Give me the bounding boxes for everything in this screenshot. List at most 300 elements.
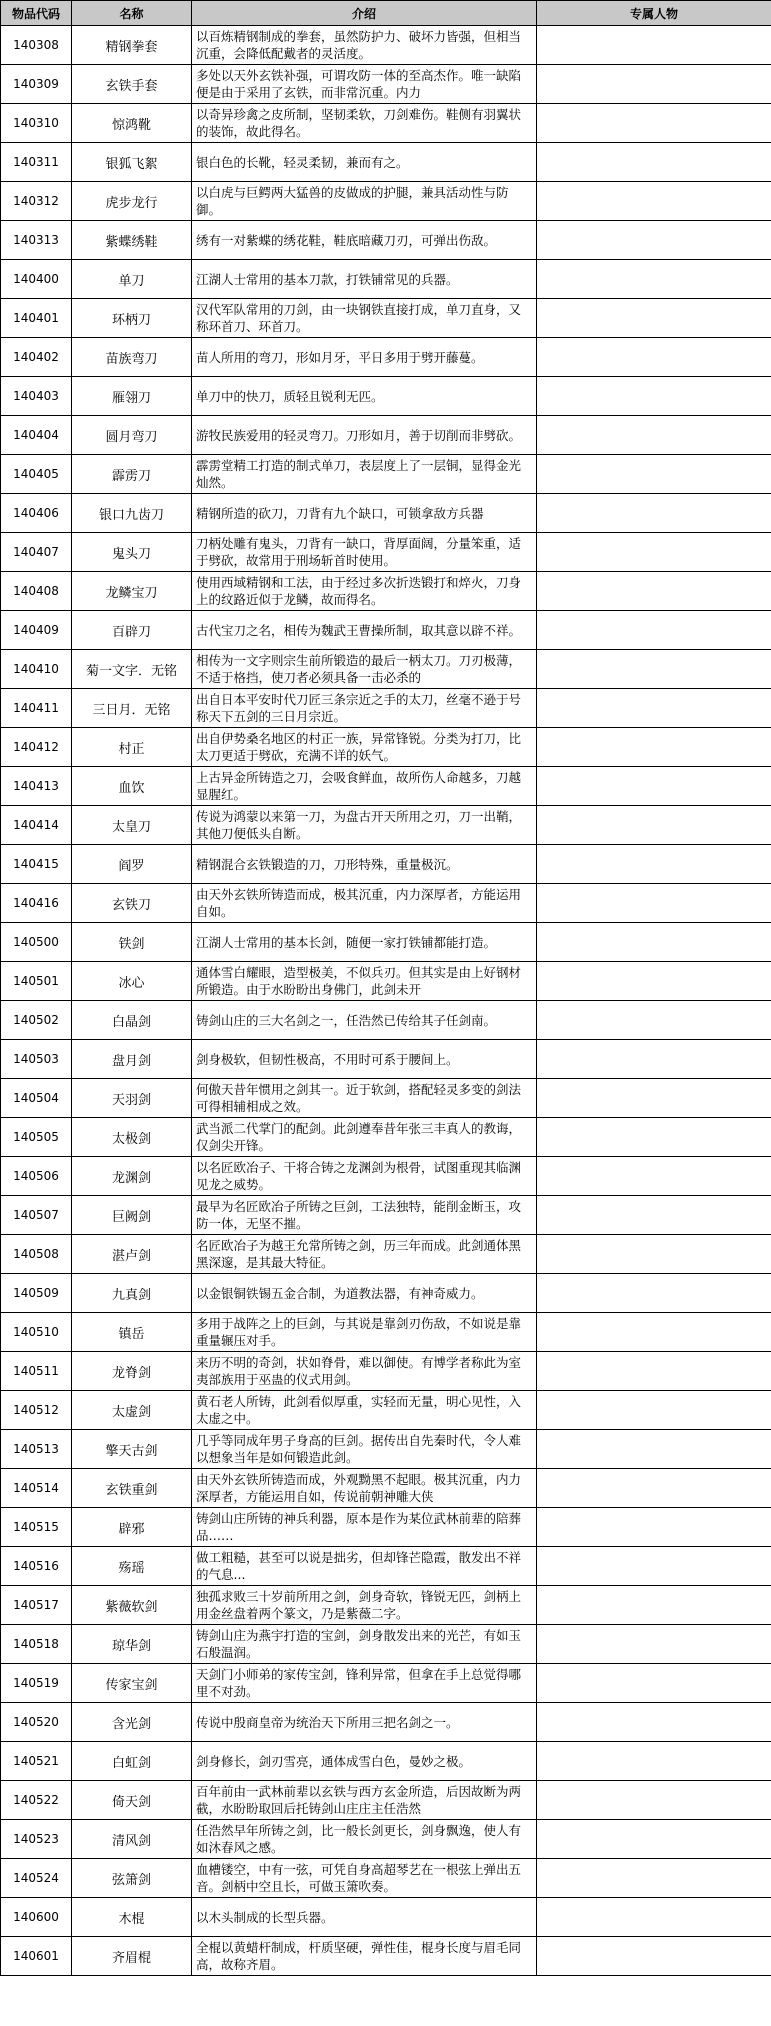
item-description-cell bbox=[192, 1391, 537, 1430]
item-name-cell: 血饮 bbox=[72, 767, 192, 806]
item-owner-cell bbox=[537, 1781, 771, 1820]
item-name-cell: 三日月．无铭 bbox=[72, 689, 192, 728]
item-name-cell: 虎步龙行 bbox=[72, 182, 192, 221]
item-code-cell: 140405 bbox=[1, 455, 72, 494]
item-description-text: 铸剑山庄的三大名剑之一，任浩然已传给其子任剑南。 bbox=[196, 1012, 497, 1028]
item-name-cell: 环柄刀 bbox=[72, 299, 192, 338]
table-row bbox=[1, 611, 771, 650]
item-code-cell: 140403 bbox=[1, 377, 72, 416]
item-name-cell: 天羽剑 bbox=[72, 1079, 192, 1118]
item-name-cell: 铁剑 bbox=[72, 923, 192, 962]
item-description-cell bbox=[192, 1625, 537, 1664]
item-owner-cell bbox=[537, 1274, 771, 1313]
item-name-cell: 太虚剑 bbox=[72, 1391, 192, 1430]
item-name-cell: 紫蝶绣鞋 bbox=[72, 221, 192, 260]
table-row bbox=[1, 455, 771, 494]
table-row bbox=[1, 299, 771, 338]
item-code-cell: 140502 bbox=[1, 1001, 72, 1040]
item-description-text: 精钢所造的砍刀，刀背有九个缺口，可锁拿敌方兵器 bbox=[196, 505, 484, 521]
item-description-text: 由天外玄铁所铸造而成，极其沉重，内力深厚者，方能运用自如。 bbox=[196, 887, 522, 919]
item-description-cell bbox=[192, 845, 537, 884]
item-name-cell: 银狐飞絮 bbox=[72, 143, 192, 182]
item-name-cell: 太极剑 bbox=[72, 1118, 192, 1157]
item-description-cell bbox=[192, 1001, 537, 1040]
item-name-cell: 苗族弯刀 bbox=[72, 338, 192, 377]
item-code-cell: 140408 bbox=[1, 572, 72, 611]
item-description-text: 绣有一对紫蝶的绣花鞋，鞋底暗藏刀刃，可弹出伤敌。 bbox=[196, 232, 497, 248]
item-code-cell: 140507 bbox=[1, 1196, 72, 1235]
item-description-cell bbox=[192, 767, 537, 806]
item-owner-cell bbox=[537, 1040, 771, 1079]
item-code-cell: 140311 bbox=[1, 143, 72, 182]
item-description-cell bbox=[192, 338, 537, 377]
item-owner-cell bbox=[537, 1391, 771, 1430]
table-row bbox=[1, 962, 771, 1001]
item-code-cell: 140514 bbox=[1, 1469, 72, 1508]
item-code-cell: 140517 bbox=[1, 1586, 72, 1625]
item-description-text: 名匠欧冶子为越王允常所铸之剑，历三年而成。此剑通体黑黑深邃，是其最大特征。 bbox=[196, 1238, 522, 1270]
item-code-cell: 140308 bbox=[1, 26, 72, 65]
item-description-cell bbox=[192, 1508, 537, 1547]
header-exclusive-character: 专属人物 bbox=[537, 1, 771, 26]
item-code-cell: 140520 bbox=[1, 1703, 72, 1742]
item-description-cell bbox=[192, 1742, 537, 1781]
item-owner-cell bbox=[537, 377, 771, 416]
item-code-cell: 140505 bbox=[1, 1118, 72, 1157]
item-description-text: 传说中殷商皇帝为统治天下所用三把名剑之一。 bbox=[196, 1714, 459, 1730]
item-description-text: 全棍以黄蜡杆制成，杆质坚硬，弹性佳，棍身长度与眉毛同高，故称齐眉。 bbox=[196, 1940, 522, 1972]
item-name-cell: 龙脊剑 bbox=[72, 1352, 192, 1391]
item-description-text: 以金银铜铁锡五金合制，为道教法器，有神奇威力。 bbox=[196, 1285, 484, 1301]
item-code-cell: 140504 bbox=[1, 1079, 72, 1118]
table-row bbox=[1, 1508, 771, 1547]
table-row bbox=[1, 377, 771, 416]
item-description-text: 出自日本平安时代刀匠三条宗近之手的太刀，丝毫不逊于号称天下五剑的三日月宗近。 bbox=[196, 692, 522, 724]
table-row bbox=[1, 221, 771, 260]
item-name-cell: 圆月弯刀 bbox=[72, 416, 192, 455]
item-description-cell bbox=[192, 1703, 537, 1742]
item-description-cell bbox=[192, 221, 537, 260]
table-row bbox=[1, 494, 771, 533]
item-description-text: 最早为名匠欧冶子所铸之巨剑，工法独特，能削金断玉，攻防一体，无坚不摧。 bbox=[196, 1199, 522, 1231]
item-owner-cell bbox=[537, 1079, 771, 1118]
item-owner-cell bbox=[537, 1937, 771, 1976]
item-description-cell bbox=[192, 1313, 537, 1352]
item-name-cell: 冰心 bbox=[72, 962, 192, 1001]
item-description-cell bbox=[192, 533, 537, 572]
item-description-text: 出自伊势桑名地区的村正一族，异常锋锐。分类为打刀，比太刀更适于劈砍，充满不详的妖气。 bbox=[196, 731, 522, 763]
item-code-cell: 140523 bbox=[1, 1820, 72, 1859]
table-row bbox=[1, 1274, 771, 1313]
item-code-cell: 140310 bbox=[1, 104, 72, 143]
item-owner-cell bbox=[537, 1235, 771, 1274]
item-description-text: 天剑门小师弟的家传宝剑，锋利异常，但拿在手上总觉得哪里不对劲。 bbox=[196, 1667, 522, 1699]
item-name-cell: 殇瑶 bbox=[72, 1547, 192, 1586]
item-code-cell: 140508 bbox=[1, 1235, 72, 1274]
item-description-text: 多处以天外玄铁补强，可谓攻防一体的至高杰作。唯一缺陷便是由于采用了玄铁，而非常沉重。内力 bbox=[196, 68, 522, 100]
table-row bbox=[1, 845, 771, 884]
item-description-text: 传说为鸿蒙以来第一刀，为盘古开天所用之刃，刀一出鞘，其他刀便低头自断。 bbox=[196, 809, 522, 841]
item-owner-cell bbox=[537, 1469, 771, 1508]
item-owner-cell bbox=[537, 338, 771, 377]
item-code-cell: 140412 bbox=[1, 728, 72, 767]
item-description-cell bbox=[192, 806, 537, 845]
item-description-text: 剑身极软，但韧性极高，不用时可系于腰间上。 bbox=[196, 1051, 459, 1067]
item-name-cell: 琼华剑 bbox=[72, 1625, 192, 1664]
table-row bbox=[1, 1859, 771, 1898]
item-name-cell: 雁翎刀 bbox=[72, 377, 192, 416]
item-owner-cell bbox=[537, 1820, 771, 1859]
item-description-cell bbox=[192, 143, 537, 182]
item-owner-cell bbox=[537, 143, 771, 182]
item-code-cell: 140509 bbox=[1, 1274, 72, 1313]
item-description-cell bbox=[192, 1118, 537, 1157]
item-description-cell bbox=[192, 572, 537, 611]
item-owner-cell bbox=[537, 1508, 771, 1547]
item-description-cell bbox=[192, 377, 537, 416]
table-row bbox=[1, 182, 771, 221]
item-description-text: 霹雳堂精工打造的制式单刀，表层度上了一层铜，显得金光灿然。 bbox=[196, 458, 522, 490]
table-row bbox=[1, 1352, 771, 1391]
item-owner-cell bbox=[537, 1196, 771, 1235]
item-description-cell bbox=[192, 1196, 537, 1235]
item-code-cell: 140515 bbox=[1, 1508, 72, 1547]
item-description-text: 相传为一文字则宗生前所锻造的最后一柄太刀。刀刃极薄，不适于格挡，使刀者必须具备一击必杀的 bbox=[196, 653, 522, 685]
item-description-text: 上古异金所铸造之刀，会吸食鲜血，故所伤人命越多，刀越显腥红。 bbox=[196, 770, 522, 802]
item-name-cell: 木棍 bbox=[72, 1898, 192, 1937]
item-name-cell: 巨阙剑 bbox=[72, 1196, 192, 1235]
item-owner-cell bbox=[537, 767, 771, 806]
item-owner-cell bbox=[537, 728, 771, 767]
item-description-text: 黄石老人所铸，此剑看似厚重，实轻而无量，明心见性，入太虚之中。 bbox=[196, 1394, 522, 1426]
item-description-text: 多用于战阵之上的巨剑，与其说是靠剑刃伤敌，不如说是靠重量辗压对手。 bbox=[196, 1316, 522, 1348]
item-code-cell: 140501 bbox=[1, 962, 72, 1001]
item-owner-cell bbox=[537, 26, 771, 65]
table-row bbox=[1, 1040, 771, 1079]
item-description-cell bbox=[192, 884, 537, 923]
item-code-cell: 140513 bbox=[1, 1430, 72, 1469]
item-name-cell: 玄铁手套 bbox=[72, 65, 192, 104]
item-description-cell bbox=[192, 416, 537, 455]
item-name-cell: 精钢拳套 bbox=[72, 26, 192, 65]
item-name-cell: 镇岳 bbox=[72, 1313, 192, 1352]
item-code-cell: 140400 bbox=[1, 260, 72, 299]
item-name-cell: 擎天古剑 bbox=[72, 1430, 192, 1469]
table-row bbox=[1, 767, 771, 806]
item-description-cell bbox=[192, 962, 537, 1001]
item-owner-cell bbox=[537, 533, 771, 572]
item-code-cell: 140506 bbox=[1, 1157, 72, 1196]
item-description-text: 使用西域精钢和工法，由于经过多次折迭锻打和焠火，刀身上的纹路近似于龙鳞，故而得名。 bbox=[196, 575, 522, 607]
item-description-cell bbox=[192, 182, 537, 221]
item-code-cell: 140309 bbox=[1, 65, 72, 104]
table-row bbox=[1, 26, 771, 65]
item-description-text: 独孤求败三十岁前所用之剑，剑身奇软，锋锐无匹，剑柄上用金丝盘着两个篆文，乃是紫薇二字。 bbox=[196, 1589, 522, 1621]
item-description-text: 江湖人士常用的基本长剑，随便一家打铁铺都能打造。 bbox=[196, 934, 497, 950]
item-name-cell: 百辟刀 bbox=[72, 611, 192, 650]
item-owner-cell bbox=[537, 260, 771, 299]
table-row bbox=[1, 1469, 771, 1508]
item-owner-cell bbox=[537, 1313, 771, 1352]
table-row bbox=[1, 1313, 771, 1352]
item-description-cell bbox=[192, 1274, 537, 1313]
item-name-cell: 龙鳞宝刀 bbox=[72, 572, 192, 611]
table-row bbox=[1, 1157, 771, 1196]
item-name-cell: 倚天剑 bbox=[72, 1781, 192, 1820]
item-description-cell bbox=[192, 1469, 537, 1508]
item-description-text: 古代宝刀之名，相传为魏武王曹操所制，取其意以辟不祥。 bbox=[196, 622, 522, 638]
item-description-text: 游牧民族爱用的轻灵弯刀。刀形如月，善于切削而非劈砍。 bbox=[196, 427, 522, 443]
item-description-cell bbox=[192, 728, 537, 767]
item-description-text: 江湖人士常用的基本刀款，打铁铺常见的兵器。 bbox=[196, 271, 459, 287]
item-description-text: 通体雪白耀眼，造型极美，不似兵刃。但其实是由上好钢材所锻造。由于水盼盼出身佛门，此剑未开 bbox=[196, 965, 522, 997]
header-name: 名称 bbox=[72, 1, 192, 26]
item-code-cell: 140516 bbox=[1, 1547, 72, 1586]
table-row bbox=[1, 104, 771, 143]
item-owner-cell bbox=[537, 1742, 771, 1781]
table-row bbox=[1, 1430, 771, 1469]
item-description-text: 任浩然早年所铸之剑，比一般长剑更长，剑身飘逸，使人有如沐春风之感。 bbox=[196, 1823, 522, 1855]
item-description-cell bbox=[192, 689, 537, 728]
table-row bbox=[1, 260, 771, 299]
table-row bbox=[1, 65, 771, 104]
item-description-text: 做工粗糙，甚至可以说是拙劣，但却锋芒隐霞，散发出不祥的气息... bbox=[196, 1550, 522, 1582]
table-row bbox=[1, 572, 771, 611]
item-description-cell bbox=[192, 1352, 537, 1391]
item-owner-cell bbox=[537, 1430, 771, 1469]
item-owner-cell bbox=[537, 1586, 771, 1625]
item-description-cell bbox=[192, 1079, 537, 1118]
item-description-text: 苗人所用的弯刀，形如月牙，平日多用于劈开藤蔓。 bbox=[196, 349, 484, 365]
table-row bbox=[1, 1118, 771, 1157]
item-description-cell bbox=[192, 611, 537, 650]
table-row bbox=[1, 1547, 771, 1586]
item-owner-cell bbox=[537, 1001, 771, 1040]
item-name-cell: 紫薇软剑 bbox=[72, 1586, 192, 1625]
item-name-cell: 九真剑 bbox=[72, 1274, 192, 1313]
item-description-text: 单刀中的快刀，质轻且锐利无匹。 bbox=[196, 388, 384, 404]
item-owner-cell bbox=[537, 806, 771, 845]
item-description-cell bbox=[192, 650, 537, 689]
item-description-text: 以木头制成的长型兵器。 bbox=[196, 1909, 334, 1925]
item-name-cell: 玄铁重剑 bbox=[72, 1469, 192, 1508]
table-row bbox=[1, 1196, 771, 1235]
item-owner-cell bbox=[537, 1703, 771, 1742]
item-code-cell: 140313 bbox=[1, 221, 72, 260]
item-description-text: 何傲天昔年惯用之剑其一。近于软剑，搭配轻灵多变的剑法可得相辅相成之效。 bbox=[196, 1082, 522, 1114]
item-owner-cell bbox=[537, 845, 771, 884]
item-description-text: 铸剑山庄为燕宇打造的宝剑，剑身散发出来的光芒，有如玉石般温润。 bbox=[196, 1628, 522, 1660]
item-description-text: 铸剑山庄所铸的神兵利器，原本是作为某位武林前辈的陪葬品…… bbox=[196, 1511, 522, 1543]
item-description-cell bbox=[192, 923, 537, 962]
table-row bbox=[1, 884, 771, 923]
item-description-cell bbox=[192, 26, 537, 65]
item-owner-cell bbox=[537, 1547, 771, 1586]
item-description-cell bbox=[192, 1859, 537, 1898]
table-row bbox=[1, 1625, 771, 1664]
item-code-cell: 140407 bbox=[1, 533, 72, 572]
item-name-cell: 银口九齿刀 bbox=[72, 494, 192, 533]
table-row bbox=[1, 416, 771, 455]
item-description-text: 血槽镂空，中有一弦，可凭自身高超琴艺在一根弦上弹出五音。剑柄中空且长，可做玉箫吹奏。 bbox=[196, 1862, 522, 1894]
item-name-cell: 村正 bbox=[72, 728, 192, 767]
table-header-row bbox=[1, 1, 771, 26]
item-description-text: 以百炼精钢制成的拳套，虽然防护力、破坏力皆强，但相当沉重，会降低配戴者的灵活度。 bbox=[196, 29, 522, 61]
item-name-cell: 阎罗 bbox=[72, 845, 192, 884]
item-name-cell: 惊鸿靴 bbox=[72, 104, 192, 143]
table-row bbox=[1, 1391, 771, 1430]
item-name-cell: 白晶剑 bbox=[72, 1001, 192, 1040]
item-code-cell: 140503 bbox=[1, 1040, 72, 1079]
item-name-cell: 清风剑 bbox=[72, 1820, 192, 1859]
item-description-text: 武当派二代掌门的配剑。此剑遵奉昔年张三丰真人的教诲，仅剑尖开锋。 bbox=[196, 1121, 522, 1153]
item-code-cell: 140413 bbox=[1, 767, 72, 806]
table-body bbox=[1, 26, 771, 1976]
item-owner-cell bbox=[537, 221, 771, 260]
item-description-cell bbox=[192, 1430, 537, 1469]
table-row bbox=[1, 650, 771, 689]
item-owner-cell bbox=[537, 104, 771, 143]
item-code-cell: 140410 bbox=[1, 650, 72, 689]
item-owner-cell bbox=[537, 299, 771, 338]
table-row bbox=[1, 143, 771, 182]
table-row bbox=[1, 1820, 771, 1859]
item-description-cell bbox=[192, 1157, 537, 1196]
item-name-cell: 湛卢剑 bbox=[72, 1235, 192, 1274]
table-row bbox=[1, 1898, 771, 1937]
item-name-cell: 含光剑 bbox=[72, 1703, 192, 1742]
table-row bbox=[1, 689, 771, 728]
table-row bbox=[1, 806, 771, 845]
item-description-text: 以名匠欧冶子、干将合铸之龙渊剑为根骨，试图重现其临渊见龙之威势。 bbox=[196, 1160, 522, 1192]
item-code-cell: 140521 bbox=[1, 1742, 72, 1781]
item-owner-cell bbox=[537, 494, 771, 533]
item-owner-cell bbox=[537, 962, 771, 1001]
item-code-cell: 140519 bbox=[1, 1664, 72, 1703]
item-name-cell: 菊一文字．无铭 bbox=[72, 650, 192, 689]
item-owner-cell bbox=[537, 650, 771, 689]
item-owner-cell bbox=[537, 65, 771, 104]
item-code-cell: 140406 bbox=[1, 494, 72, 533]
item-code-cell: 140416 bbox=[1, 884, 72, 923]
item-code-cell: 140411 bbox=[1, 689, 72, 728]
table-row bbox=[1, 1703, 771, 1742]
item-owner-cell bbox=[537, 611, 771, 650]
item-owner-cell bbox=[537, 1898, 771, 1937]
item-owner-cell bbox=[537, 689, 771, 728]
item-name-cell: 辟邪 bbox=[72, 1508, 192, 1547]
item-name-cell: 传家宝剑 bbox=[72, 1664, 192, 1703]
item-description-cell bbox=[192, 494, 537, 533]
table-row bbox=[1, 1586, 771, 1625]
item-description-cell bbox=[192, 260, 537, 299]
table-row bbox=[1, 1742, 771, 1781]
item-code-cell: 140402 bbox=[1, 338, 72, 377]
item-description-text: 由天外玄铁所铸造而成，外观黝黑不起眼。极其沉重，内力深厚者，方能运用自如，传说前朝神雕大侠 bbox=[196, 1472, 522, 1504]
item-owner-cell bbox=[537, 572, 771, 611]
item-owner-cell bbox=[537, 416, 771, 455]
item-description-cell bbox=[192, 1040, 537, 1079]
item-owner-cell bbox=[537, 455, 771, 494]
item-code-cell: 140415 bbox=[1, 845, 72, 884]
item-description-text: 百年前由一武林前辈以玄铁与西方玄金所造，后因故断为两截，水盼盼取回后托铸剑山庄庄主任浩然 bbox=[196, 1784, 522, 1816]
item-description-cell bbox=[192, 1664, 537, 1703]
item-name-cell: 龙渊剑 bbox=[72, 1157, 192, 1196]
item-owner-cell bbox=[537, 1157, 771, 1196]
table-row bbox=[1, 1781, 771, 1820]
item-owner-cell bbox=[537, 1664, 771, 1703]
item-description-cell bbox=[192, 1547, 537, 1586]
table-row bbox=[1, 1937, 771, 1976]
item-description-text: 几乎等同成年男子身高的巨剑。据传出自先秦时代，令人难以想象当年是如何锻造此剑。 bbox=[196, 1433, 522, 1465]
item-owner-cell bbox=[537, 1859, 771, 1898]
item-owner-cell bbox=[537, 884, 771, 923]
item-description-text: 以白虎与巨鳄两大猛兽的皮做成的护腿，兼具活动性与防御。 bbox=[196, 185, 509, 217]
item-name-cell: 玄铁刀 bbox=[72, 884, 192, 923]
item-code-cell: 140522 bbox=[1, 1781, 72, 1820]
item-code-cell: 140524 bbox=[1, 1859, 72, 1898]
item-name-cell: 白虹剑 bbox=[72, 1742, 192, 1781]
item-description-text: 刀柄处雕有鬼头，刀背有一缺口，背厚面阔，分量笨重，适于劈砍，故常用于刑场斩首时使用。 bbox=[196, 536, 522, 568]
item-owner-cell bbox=[537, 1625, 771, 1664]
item-description-cell bbox=[192, 455, 537, 494]
item-name-cell: 鬼头刀 bbox=[72, 533, 192, 572]
item-description-text: 精钢混合玄铁锻造的刀，刀形特殊，重量极沉。 bbox=[196, 856, 459, 872]
item-description-cell bbox=[192, 1820, 537, 1859]
item-code-cell: 140510 bbox=[1, 1313, 72, 1352]
item-description-cell bbox=[192, 65, 537, 104]
item-name-cell: 弦箫剑 bbox=[72, 1859, 192, 1898]
item-code-cell: 140600 bbox=[1, 1898, 72, 1937]
item-description-cell bbox=[192, 1781, 537, 1820]
table-row bbox=[1, 533, 771, 572]
item-code-cell: 140601 bbox=[1, 1937, 72, 1976]
item-description-text: 银白色的长靴，轻灵柔韧，兼而有之。 bbox=[196, 154, 409, 170]
item-description-cell bbox=[192, 299, 537, 338]
item-owner-cell bbox=[537, 1352, 771, 1391]
header-description: 介绍 bbox=[192, 1, 537, 26]
item-code-cell: 140401 bbox=[1, 299, 72, 338]
table-row bbox=[1, 338, 771, 377]
item-code-cell: 140500 bbox=[1, 923, 72, 962]
item-code-cell: 140511 bbox=[1, 1352, 72, 1391]
item-name-cell: 齐眉棍 bbox=[72, 1937, 192, 1976]
item-name-cell: 霹雳刀 bbox=[72, 455, 192, 494]
item-code-cell: 140404 bbox=[1, 416, 72, 455]
table-row bbox=[1, 728, 771, 767]
table-row bbox=[1, 1664, 771, 1703]
item-description-text: 剑身修长，剑刃雪亮，通体成雪白色，曼妙之极。 bbox=[196, 1753, 472, 1769]
table-row bbox=[1, 1235, 771, 1274]
item-code-cell: 140312 bbox=[1, 182, 72, 221]
table-row bbox=[1, 1001, 771, 1040]
item-name-cell: 盘月剑 bbox=[72, 1040, 192, 1079]
item-code-cell: 140512 bbox=[1, 1391, 72, 1430]
item-description-text: 汉代军队常用的刀剑，由一块钢铁直接打成，单刀直身，又称环首刀、环首刀。 bbox=[196, 302, 522, 334]
item-owner-cell bbox=[537, 923, 771, 962]
item-description-cell bbox=[192, 1898, 537, 1937]
item-owner-cell bbox=[537, 1118, 771, 1157]
table-row bbox=[1, 923, 771, 962]
item-description-cell bbox=[192, 1235, 537, 1274]
item-owner-cell bbox=[537, 182, 771, 221]
item-name-cell: 太皇刀 bbox=[72, 806, 192, 845]
item-code-cell: 140518 bbox=[1, 1625, 72, 1664]
item-description-cell bbox=[192, 104, 537, 143]
header-item-code: 物品代码 bbox=[1, 1, 72, 26]
item-code-cell: 140414 bbox=[1, 806, 72, 845]
item-code-cell: 140409 bbox=[1, 611, 72, 650]
